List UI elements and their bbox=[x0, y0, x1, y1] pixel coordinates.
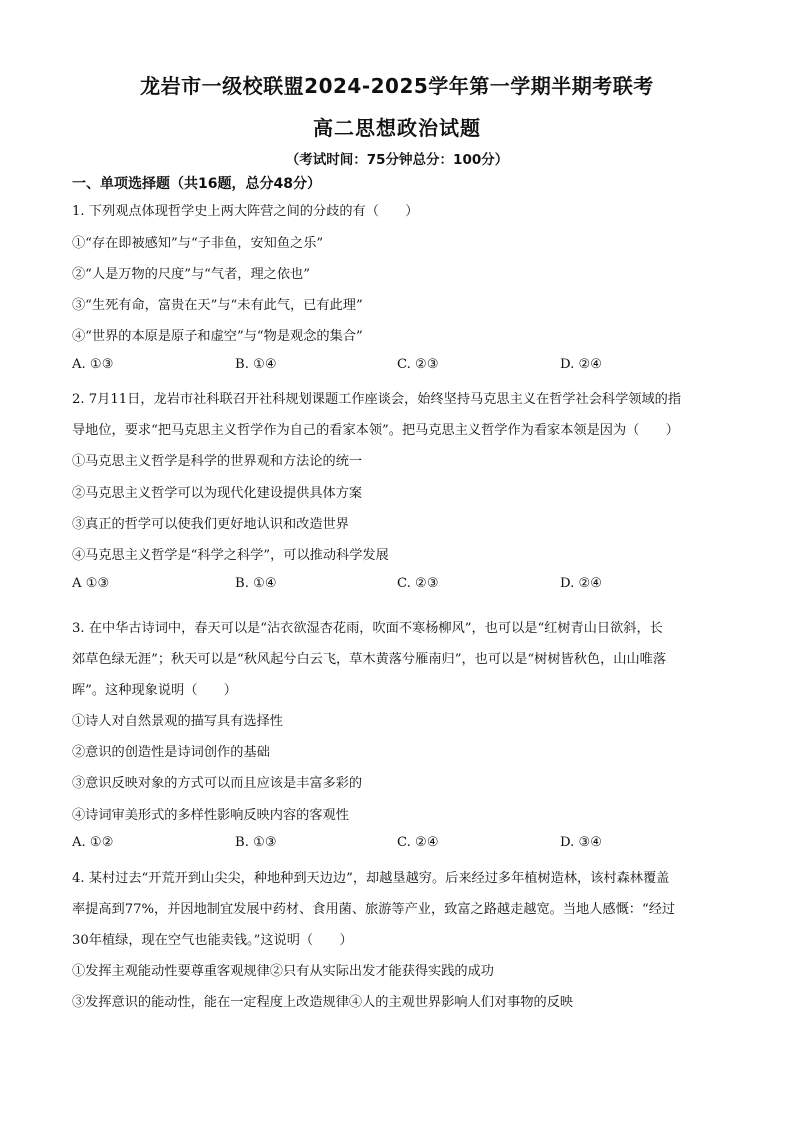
question-1-item-3: ③“生死有命，富贵在天”与“未有此气，已有此理” bbox=[72, 298, 363, 313]
option-a[interactable]: A. ①② bbox=[72, 835, 114, 850]
question-2-item-3: ③真正的哲学可以使我们更好地认识和改造世界 bbox=[72, 517, 349, 532]
question-2-options bbox=[72, 576, 722, 596]
question-4-stem-line-3: 30年植绿，现在空气也能卖钱。”这说明（ ） bbox=[72, 933, 353, 948]
question-3-item-3: ③意识反映对象的方式可以而且应该是丰富多彩的 bbox=[72, 776, 363, 791]
question-1-stem: 1. 下列观点体现哲学史上两大阵营之间的分歧的有（ ） bbox=[72, 204, 419, 219]
option-d[interactable]: D. ③④ bbox=[560, 835, 603, 850]
question-4-stem-line-1: 4. 某村过去“开荒开到山尖尖，种地种到天边边”，却越垦越穷。后来经过多年植树造林，该村森林覆盖 bbox=[72, 871, 670, 886]
exam-subtitle: 高二思想政治试题 bbox=[313, 116, 481, 140]
question-3-stem-line-1: 3. 在中华古诗词中，春天可以是“沾衣欲湿杏花雨，吹面不寒杨柳风”，也可以是“红树青山日欲斜，长 bbox=[72, 621, 663, 636]
section-heading: 一、单项选择题（共16题，总分48分） bbox=[72, 176, 321, 192]
question-2-item-2: ②马克思主义哲学可以为现代化建设提供具体方案 bbox=[72, 486, 363, 501]
question-3-item-2: ②意识的创造性是诗词创作的基础 bbox=[72, 745, 270, 760]
exam-info: （考试时间：75分钟总分：100分） bbox=[285, 152, 509, 168]
question-2-item-4: ④马克思主义哲学是“科学之科学”，可以推动科学发展 bbox=[72, 548, 389, 563]
option-c[interactable]: C. ②④ bbox=[397, 835, 439, 850]
option-a[interactable]: A ①③ bbox=[72, 576, 110, 591]
question-1-item-2: ②“人是万物的尺度”与“气者，理之依也” bbox=[72, 267, 310, 282]
question-4-items-line-1: ①发挥主观能动性要尊重客观规律②只有从实际出发才能获得实践的成功 bbox=[72, 964, 494, 979]
question-3-options bbox=[72, 835, 722, 855]
option-c[interactable]: C. ②③ bbox=[397, 576, 439, 591]
question-2-stem-line-1: 2. 7月11日，龙岩市社科联召开社科规划课题工作座谈会，始终坚持马克思主义在哲学社会科学领域的指 bbox=[72, 392, 682, 407]
question-4-items-line-2: ③发挥意识的能动性，能在一定程度上改造规律④人的主观世界影响人们对事物的反映 bbox=[72, 995, 574, 1010]
option-b[interactable]: B. ①④ bbox=[235, 576, 277, 591]
question-1-item-1: ①“存在即被感知”与“子非鱼，安知鱼之乐” bbox=[72, 236, 324, 251]
option-c[interactable]: C. ②③ bbox=[397, 357, 439, 372]
question-3-item-1: ①诗人对自然景观的描写具有选择性 bbox=[72, 714, 283, 729]
option-d[interactable]: D. ②④ bbox=[560, 357, 603, 372]
question-2-stem-line-2: 导地位，要求“把马克思主义哲学作为自己的看家本领”。把马克思主义哲学作为看家本领是因为（ ） bbox=[72, 423, 679, 438]
question-3-item-4: ④诗词审美形式的多样性影响反映内容的客观性 bbox=[72, 808, 349, 823]
question-1-item-4: ④“世界的本原是原子和虚空”与“物是观念的集合” bbox=[72, 329, 363, 344]
question-3-stem-line-2: 郊草色绿无涯”；秋天可以是“秋风起兮白云飞，草木黄落兮雁南归”，也可以是“树树皆秋色，山山唯落 bbox=[72, 652, 667, 667]
option-d[interactable]: D. ②④ bbox=[560, 576, 603, 591]
question-1-options bbox=[72, 357, 722, 377]
exam-title: 龙岩市一级校联盟2024-2025学年第一学期半期考联考 bbox=[140, 74, 654, 98]
option-b[interactable]: B. ①④ bbox=[235, 357, 277, 372]
question-3-stem-line-3: 晖”。这种现象说明（ ） bbox=[72, 683, 237, 698]
question-4-stem-line-2: 率提高到77%，并因地制宜发展中药材、食用菌、旅游等产业，致富之路越走越宽。当地人感慨：“经过 bbox=[72, 902, 676, 917]
question-2-item-1: ①马克思主义哲学是科学的世界观和方法论的统一 bbox=[72, 454, 363, 469]
option-b[interactable]: B. ①③ bbox=[235, 835, 277, 850]
option-a[interactable]: A. ①③ bbox=[72, 357, 114, 372]
